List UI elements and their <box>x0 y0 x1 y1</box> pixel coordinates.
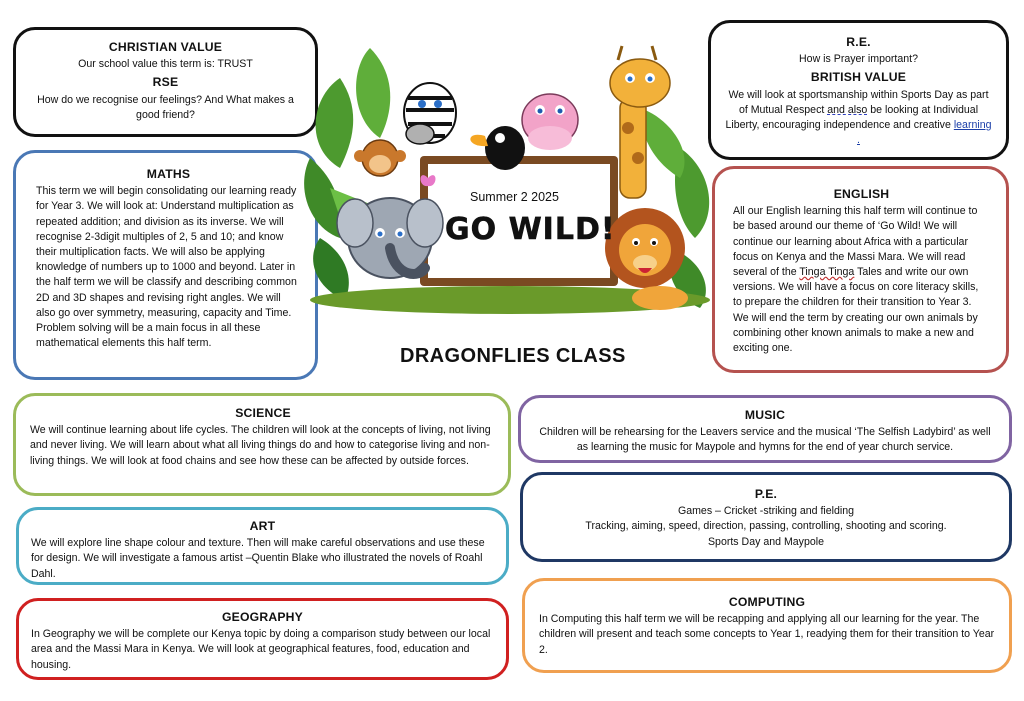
zebra-icon <box>404 83 456 144</box>
music-heading: MUSIC <box>744 408 786 422</box>
re-text: How is Prayer important? <box>799 53 918 66</box>
term-label: Summer 2 2025 <box>470 190 559 204</box>
christian-value-heading: CHRISTIAN VALUE <box>108 40 223 54</box>
hippo-icon <box>522 94 578 150</box>
geography-heading: GEOGRAPHY <box>221 610 304 624</box>
jungle-animals-illustration <box>300 38 720 318</box>
geography-text: In Geography we will be complete our Kenya topic by doing a comparison study between our local area and the Massi Mara in Kenya. We will look at geographical features, food, education and housing. <box>31 628 491 671</box>
re-panel <box>708 20 1009 160</box>
maths-heading: MATHS <box>146 167 191 181</box>
pe-panel <box>520 472 1012 562</box>
christian-value-text: Our school value this term is: TRUST <box>78 58 253 71</box>
geography-panel <box>16 598 509 680</box>
pe-line-1: Games – Cricket -striking and fielding <box>677 505 855 518</box>
rse-text: How do we recognise our feelings? And What makes a good friend? <box>37 93 294 121</box>
learning-link[interactable]: learning . <box>857 119 992 147</box>
music-text: Children will be rehearsing for the Leavers service and the musical ‘The Selfish Ladybird’ as well as learning the music for Maypole and hymns for the end of year church service. <box>539 426 991 454</box>
music-panel <box>518 395 1012 463</box>
english-heading: ENGLISH <box>833 187 890 201</box>
science-text: We will continue learning about life cycles. The children will look at the concepts of living, not living and never living. We will learn about what all living things do and how to categorise living and non-living things. We will look at food chains and see how these can be affected by outside forces. <box>30 424 491 467</box>
class-title: DRAGONFLIES CLASS <box>400 345 626 367</box>
maths-text: This term we will begin consolidating our learning ready for Year 3. We will look at: Understand multiplication as repeated addition; and division as its inverse. We will recognise 2-3digit multiples of 2, 5 and 10; and know their multiplication facts. We will also be applying knowledge of numbers up to 1000 and beyond. Later in the half term we will be classify and describing common 2D and 3D shapes and revising right angles. We will also go over symmetry, measuring, capacity and Time. Problem solving will be a main focus in all these mathematical elements this half term. <box>36 185 297 350</box>
christian-value-panel <box>13 27 318 137</box>
art-panel <box>16 507 509 585</box>
computing-heading: COMPUTING <box>728 595 806 609</box>
science-heading: SCIENCE <box>235 406 291 420</box>
english-text: All our English learning this half term will continue to be based around our theme of ‘Go Wild! We will continue our learning about Africa with a particular focus on Kenya and the Massi Mara. We will read several of the Tinga Tinga Tales and write our own versions. We will have a focus on core literacy skills, to prepare the children for their transition to Year 3. We will end the term by creating our own animals by combining other known animals to make a new and exciting one. <box>733 205 979 355</box>
british-value-heading: BRITISH VALUE <box>810 70 907 85</box>
computing-text: In Computing this half term we will be recapping and applying all our learning for the year. The children will present and teach some concepts to Year 1, readying them for their transition to Year 2. <box>539 613 995 656</box>
monkey-icon <box>354 140 406 176</box>
science-panel <box>13 393 511 496</box>
computing-panel <box>522 578 1012 673</box>
art-heading: ART <box>249 519 276 533</box>
pe-line-3: Sports Day and Maypole <box>707 535 824 548</box>
pe-heading: P.E. <box>754 487 778 501</box>
british-value-text: We will look at sportsmanship within Sports Day as part of Mutual Respect and also be looking at Individual Liberty, encouraging independence and creative learning . <box>725 88 992 147</box>
english-panel <box>712 166 1009 373</box>
maths-panel <box>13 150 318 380</box>
rse-heading: RSE <box>152 75 179 90</box>
art-text: We will explore line shape colour and texture. Then will make careful observations and use these for design. We will investigate a famous artist –Quentin Blake who illustrated the novels of Roahl Dahl. <box>31 537 485 580</box>
theme-title: GO WILD! <box>445 212 616 247</box>
re-heading: R.E. <box>846 35 871 49</box>
pe-line-2: Tracking, aiming, speed, direction, passing, controlling, shooting and scoring. <box>585 520 947 533</box>
elephant-icon <box>337 198 443 278</box>
